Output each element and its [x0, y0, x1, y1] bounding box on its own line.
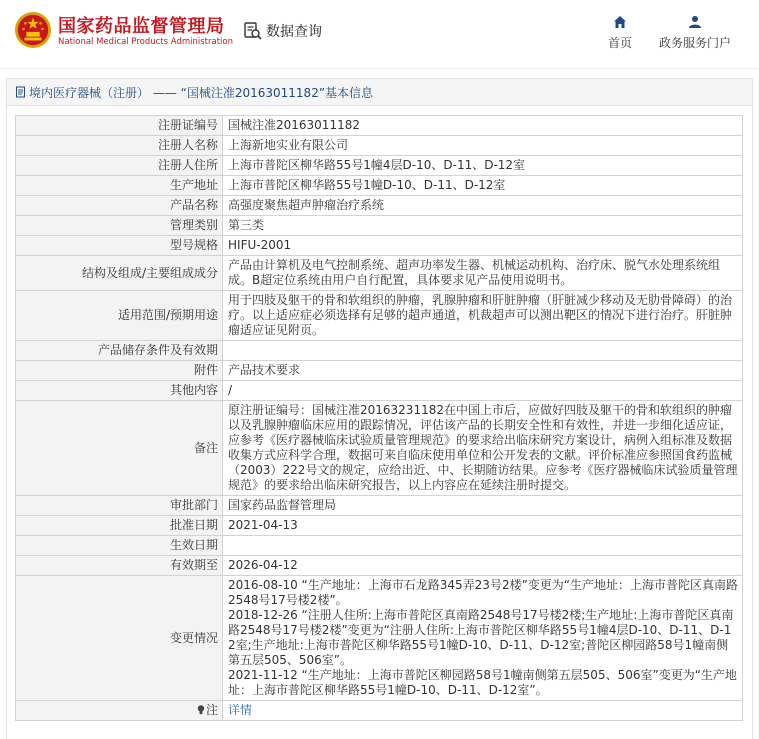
field-value: 上海市普陀区柳华路55号1幢D-10、D-11、D-12室	[223, 176, 743, 196]
info-table	[15, 115, 743, 721]
table-row	[16, 701, 743, 721]
field-label: 生效日期	[16, 536, 223, 556]
field-value: /	[223, 381, 743, 401]
lightbulb-icon	[197, 705, 205, 715]
field-label: 产品储存条件及有效期	[16, 341, 223, 361]
table-row	[16, 401, 743, 496]
field-label: 备注	[16, 401, 223, 496]
site-header	[0, 0, 759, 70]
site-name-cn[interactable]: 国家药品监督管理局	[58, 16, 225, 37]
field-label: 有效期至	[16, 556, 223, 576]
field-label: 注册证编号	[16, 116, 223, 136]
breadcrumb	[7, 79, 752, 106]
table-row	[16, 496, 743, 516]
table-row	[16, 176, 743, 196]
detail-link[interactable]: 详情	[228, 703, 253, 717]
table-row	[16, 536, 743, 556]
change-entry: 2016-08-10 “生产地址：上海市石龙路345弄23号2楼”变更为“生产地址：上海市普陀区真南路2548号17号楼2楼”。	[228, 578, 739, 607]
field-label: 结构及组成/主要组成成分	[16, 256, 223, 291]
field-value: 2026-04-12	[223, 556, 743, 576]
field-label: 变更情况	[16, 576, 223, 701]
field-value: 产品由计算机及电气控制系统、超声功率发生器、机械运动机构、治疗床、脱气水处理系统组成。B超定位系统由用户自行配置，具体要求见产品使用说明书。	[223, 256, 743, 291]
data-query-icon	[243, 21, 263, 41]
change-history	[223, 576, 743, 701]
table-row	[16, 556, 743, 576]
breadcrumb-text: 境内医疗器械（注册） —— “国械注准20163011182”基本信息	[29, 85, 374, 100]
field-value: 产品技术要求	[223, 361, 743, 381]
table-row	[16, 381, 743, 401]
nav-home-label: 首页	[607, 36, 632, 50]
detail-panel	[6, 78, 753, 739]
field-label: 适用范围/预期用途	[16, 291, 223, 341]
data-query-link[interactable]	[243, 20, 322, 42]
header-divider	[0, 68, 759, 69]
site-name-en[interactable]: National Medical Products Administration	[58, 37, 233, 47]
national-emblem-icon[interactable]	[14, 11, 52, 49]
field-value	[223, 536, 743, 556]
change-entry: 2018-12-26 “注册人住所:上海市普陀区真南路2548号17号楼2楼;生产地址:上海市普陀区真南路2548号17号楼2楼”变更为“注册人住所:上海市普陀区柳华路55号1幢4层D-10、D-11、D-12室;生产地址:上海市普陀区柳华路55号1幢D-10、D-11、D-12室;普陀区柳园路58号1幢南侧第五层505、506室”。	[228, 608, 734, 667]
field-label: 型号规格	[16, 236, 223, 256]
field-value: 原注册证编号：国械注准20163231182在中国上市后，应做好四肢及躯干的骨和软组织的肿瘤以及乳腺肿瘤临床应用的跟踪情况，评估该产品的长期安全性和有效性，并进一步细化适应证，应参考《医疗器械临床试验质量管理规范》的要求给出临床研究方案设计，病例入组标准及数据收集方式应科学合理，数据可来自临床使用单位和公开发表的文献。评价标准应参照国食药监械（2003）222号文的规定，应给出近、中、长期随访结果。应参考《医疗器械临床试验质量管理规范》的要求给出临床研究报告，以上内容应在延续注册时提交。	[223, 401, 743, 496]
field-value: 国家药品监督管理局	[223, 496, 743, 516]
user-icon	[688, 15, 702, 29]
nav-home[interactable]	[603, 15, 637, 51]
table-row	[16, 116, 743, 136]
field-value: HIFU-2001	[223, 236, 743, 256]
field-label: 生产地址	[16, 176, 223, 196]
nav-gov-services[interactable]	[656, 15, 734, 51]
field-value	[223, 341, 743, 361]
field-value: 高强度聚焦超声肿瘤治疗系统	[223, 196, 743, 216]
data-query-label: 数据查询	[266, 24, 322, 40]
table-row	[16, 516, 743, 536]
field-label: 批准日期	[16, 516, 223, 536]
table-row	[16, 196, 743, 216]
table-row	[16, 236, 743, 256]
home-icon	[613, 15, 627, 29]
field-label: 其他内容	[16, 381, 223, 401]
document-icon	[15, 86, 27, 98]
field-value: 第三类	[223, 216, 743, 236]
field-label: 注册人住所	[16, 156, 223, 176]
field-label: 附件	[16, 361, 223, 381]
field-value: 2021-04-13	[223, 516, 743, 536]
field-label: 审批部门	[16, 496, 223, 516]
field-label: 注册人名称	[16, 136, 223, 156]
field-label: 注	[205, 703, 218, 717]
field-label: 产品名称	[16, 196, 223, 216]
field-label: 管理类别	[16, 216, 223, 236]
table-row	[16, 291, 743, 341]
table-row	[16, 156, 743, 176]
table-row	[16, 361, 743, 381]
note-label-cell	[16, 701, 223, 721]
change-entry: 2021-11-12 “生产地址：上海市普陀区柳园路58号1幢南侧第五层505、506室”变更为“生产地址：上海市普陀区柳华路55号1幢D-10、D-11、D-12室”。	[228, 668, 737, 697]
field-value: 上海新地实业有限公司	[223, 136, 743, 156]
table-row	[16, 136, 743, 156]
table-row	[16, 256, 743, 291]
field-value: 上海市普陀区柳华路55号1幢4层D-10、D-11、D-12室	[223, 156, 743, 176]
table-row	[16, 216, 743, 236]
field-value: 用于四肢及躯干的骨和软组织的肿瘤，乳腺肿瘤和肝脏肿瘤（肝脏减少移动及无肋骨障碍）的治疗。以上适应症必须选择有足够的超声通道，机裁超声可以测出靶区的情况下进行治疗。肝脏肿瘤适应证见附页。	[223, 291, 743, 341]
nav-gov-services-label: 政务服务门户	[658, 36, 731, 50]
field-value: 国械注准20163011182	[223, 116, 743, 136]
table-row	[16, 576, 743, 701]
table-row	[16, 341, 743, 361]
